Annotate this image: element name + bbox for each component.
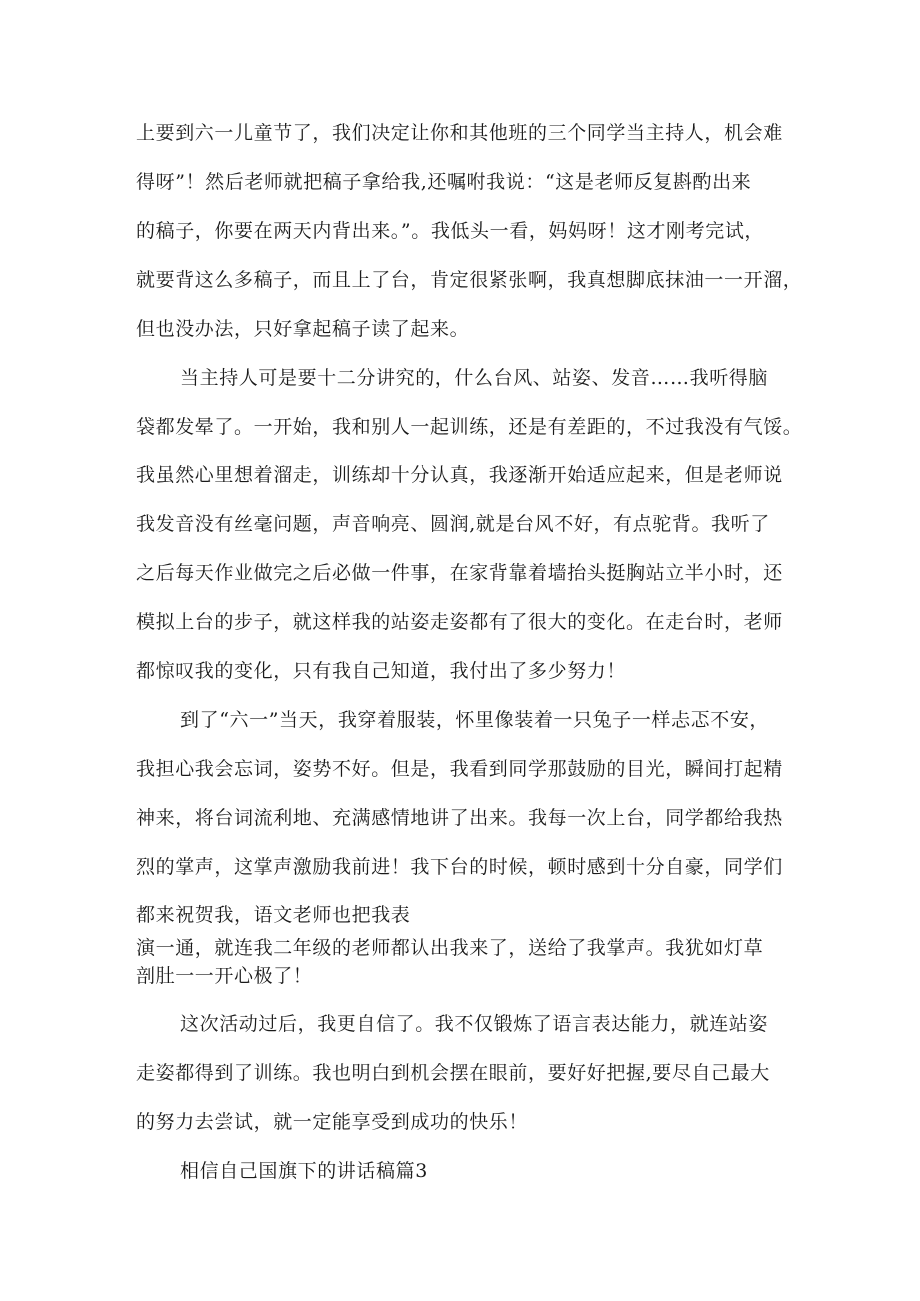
text-line: 的努力去尝试，就一定能享受到成功的快乐！ — [136, 1111, 529, 1133]
text-line: 得呀”！然后老师就把稿子拿给我,还嘱咐我说：“这是老师反复斟酌出来 — [136, 171, 752, 193]
text-line: 都惊叹我的变化，只有我自己知道，我付出了多少努力！ — [136, 660, 627, 682]
text-line: 我虽然心里想着溜走，训练却十分认真，我逐渐开始适应起来，但是老师说 — [136, 464, 783, 486]
section-heading: 相信自己国旗下的讲话稿篇3 — [180, 1160, 428, 1182]
text-line: 袋都发晕了。一开始，我和别人一起训练，还是有差距的，不过我没有气馁。 — [136, 416, 803, 438]
text-line: 的稿子，你要在两天内背出来。”。我低头一看，妈妈呀！这才刚考完试， — [136, 220, 765, 242]
text-line: 这次活动过后，我更自信了。我不仅锻炼了语言表达能力，就连站姿 — [180, 1013, 769, 1035]
text-line: 神来，将台词流利地、充满感情地讲了出来。我每一次上台，同学都给我热 — [136, 807, 783, 829]
text-line: 我担心我会忘词，姿势不好。但是，我看到同学那鼓励的目光，瞬间打起精 — [136, 758, 783, 780]
text-line: 到了“六一”当天，我穿着服装，怀里像装着一只兔子一样忐忑不安， — [180, 709, 770, 731]
text-line: 就要背这么多稿子，而且上了台，肯定很紧张啊，我真想脚底抹油一一开溜， — [136, 269, 803, 291]
text-line: 剖肚一一开心极了！ — [136, 965, 313, 987]
text-line: 上要到六一儿童节了，我们决定让你和其他班的三个同学当主持人，机会难 — [136, 122, 783, 144]
text-line: 模拟上台的步子，就这样我的站姿走姿都有了很大的变化。在走台时，老师 — [136, 611, 783, 633]
text-line: 演一通，就连我二年级的老师都认出我来了，送给了我掌声。我犹如灯草 — [136, 937, 764, 959]
text-line: 都来祝贺我，语文老师也把我表 — [136, 904, 411, 926]
text-line: 烈的掌声，这掌声激励我前进！我下台的时候，顿时感到十分自豪，同学们 — [136, 856, 783, 878]
text-line: 当主持人可是要十二分讲究的，什么台风、站姿、发音……我听得脑 — [180, 367, 769, 389]
text-line: 我发音没有丝毫问题，声音响亮、圆润,就是台风不好，有点驼背。我听了 — [136, 513, 770, 535]
text-line: 之后每天作业做完之后必做一件事，在家背靠着墙抬头挺胸站立半小时，还 — [136, 562, 783, 584]
text-line: 但也没办法，只好拿起稿子读了起来。 — [136, 318, 470, 340]
text-line: 走姿都得到了训练。我也明白到机会摆在眼前，要好好把握,要尽自己最大 — [136, 1062, 770, 1084]
